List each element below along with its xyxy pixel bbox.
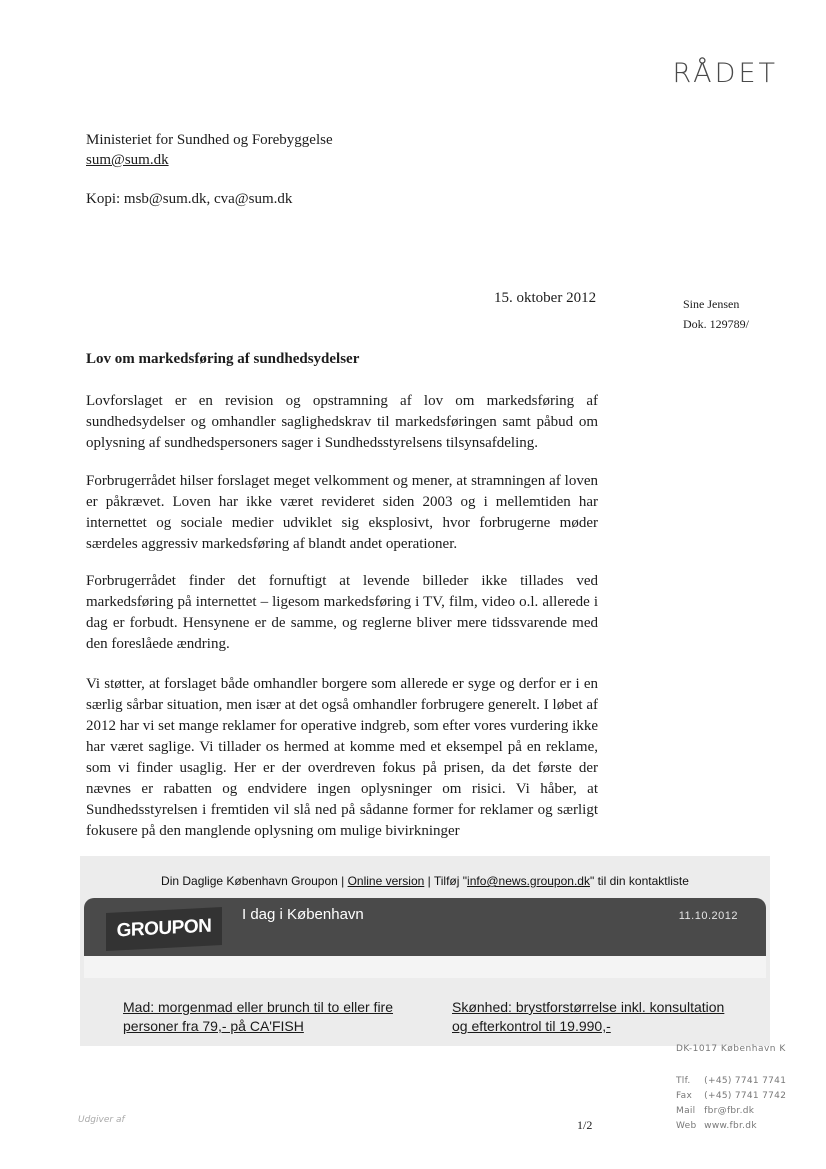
recipient-email: sum@sum.dk: [86, 152, 169, 168]
page-number: 1/2: [577, 1118, 593, 1132]
paragraph-3: Forbrugerrådet finder det fornuftigt at levende billeder ikke tillades ved markedsføring på internettet – ligesom markedsføring i TV, film, video o.l. allerede i dag er forbudt. Hensynene er de samme, og reglerne bliver mere tidssvarende med den foreslåede ændring.: [86, 573, 598, 652]
groupon-ad-example: [80, 856, 770, 1046]
phone-label: Tlf.: [676, 1076, 691, 1086]
web-label: Web: [676, 1121, 697, 1131]
phone-value: (+45) 7741 7741: [704, 1076, 787, 1086]
mail-value: fbr@fbr.dk: [704, 1106, 755, 1116]
recipient-name: Ministeriet for Sundhed og Forebyggelse: [86, 132, 333, 148]
fax-value: (+45) 7741 7742: [704, 1091, 787, 1101]
ad-date: 11.10.2012: [678, 910, 738, 922]
deal-link-beauty[interactable]: Skønhed: brystforstørrelse inkl. konsultation og efterkontrol til 19.990,-: [452, 999, 725, 1034]
sender-name: Sine Jensen: [683, 297, 740, 311]
paragraph-4: Vi støtter, at forslaget både omhandler borgere som allerede er syge og derfor er i en særlig sårbar situation, men især at det også omhandler forbrugere generelt. I løbet af 2012 har vi set mange reklamer for operative indgreb, som efter vores vurdering ikke har været saglige. Vi tillader os hermed at komme med et eksempel på en reklame, som vi finder usaglig. Her er der overdreven fokus på prisen, da det første der nævnes er rabatten og endvidere ingen oplysninger om risici. Vi håber, at Sundhedsstyrelsen i fremtiden vil slå ned på sådanne former for reklamer og særligt fokusere på den manglende oplysning om mulige bivirkninger: [86, 676, 598, 839]
contact-phone: [676, 1074, 786, 1089]
ad-divider-strip: [84, 956, 766, 978]
contact-web: [676, 1119, 786, 1134]
sender-info: [683, 294, 749, 334]
contact-mail: [676, 1104, 786, 1119]
raadet-logo: RÅDET: [672, 58, 778, 89]
document-number: Dok. 129789/: [683, 317, 749, 331]
groupon-logo: GROUPON: [106, 907, 222, 951]
deal-link-food[interactable]: Mad: morgenmad eller brunch til to eller fire personer fra 79,- på CA'FISH: [123, 999, 394, 1034]
mail-label: Mail: [676, 1106, 696, 1116]
fax-label: Fax: [676, 1091, 693, 1101]
recipient-block: [86, 130, 333, 170]
ad-header-prefix: Din Daglige København Groupon |: [161, 874, 348, 888]
paragraph-1: Lovforslaget er en revision og opstramning af lov om markedsføring af sundhedsydelser og omhandler saglighedskrav til markedsføringen samt påbud om oplysning af sundhedspersoners sager i Sundhedsstyrelsens tilsynsafdeling.: [86, 393, 598, 451]
copy-recipients: Kopi: msb@sum.dk, cva@sum.dk: [86, 191, 293, 207]
ad-header-suffix: " til din kontaktliste: [589, 874, 689, 888]
footer-address: DK-1017 København K: [676, 1044, 786, 1054]
web-value: www.fbr.dk: [704, 1121, 757, 1131]
online-version-link[interactable]: Online version: [347, 874, 425, 888]
letter-heading: Lov om markedsføring af sundhedsydelser: [86, 351, 360, 367]
ad-header-line: [80, 874, 770, 888]
publisher-note: Udgiver af: [78, 1115, 125, 1125]
letter-date: 15. oktober 2012: [494, 290, 597, 306]
ad-banner: [84, 898, 766, 956]
ad-city-title: I dag i København: [242, 906, 364, 923]
groupon-email-link[interactable]: info@news.groupon.dk: [467, 874, 590, 888]
paragraph-2: Forbrugerrådet hilser forslaget meget velkomment og mener, at stramningen af loven er påkrævet. Loven har ikke været revideret siden 2003 og i mellemtiden har internettet og sociale medier udviklet sig eksplosivt, hvor forbrugerne møder særdeles aggressiv markedsføring af blandt andet operationer.: [86, 473, 598, 552]
contact-fax: [676, 1089, 786, 1104]
footer-contact: [676, 1074, 786, 1134]
ad-header-mid: | Tilføj ": [424, 874, 468, 888]
